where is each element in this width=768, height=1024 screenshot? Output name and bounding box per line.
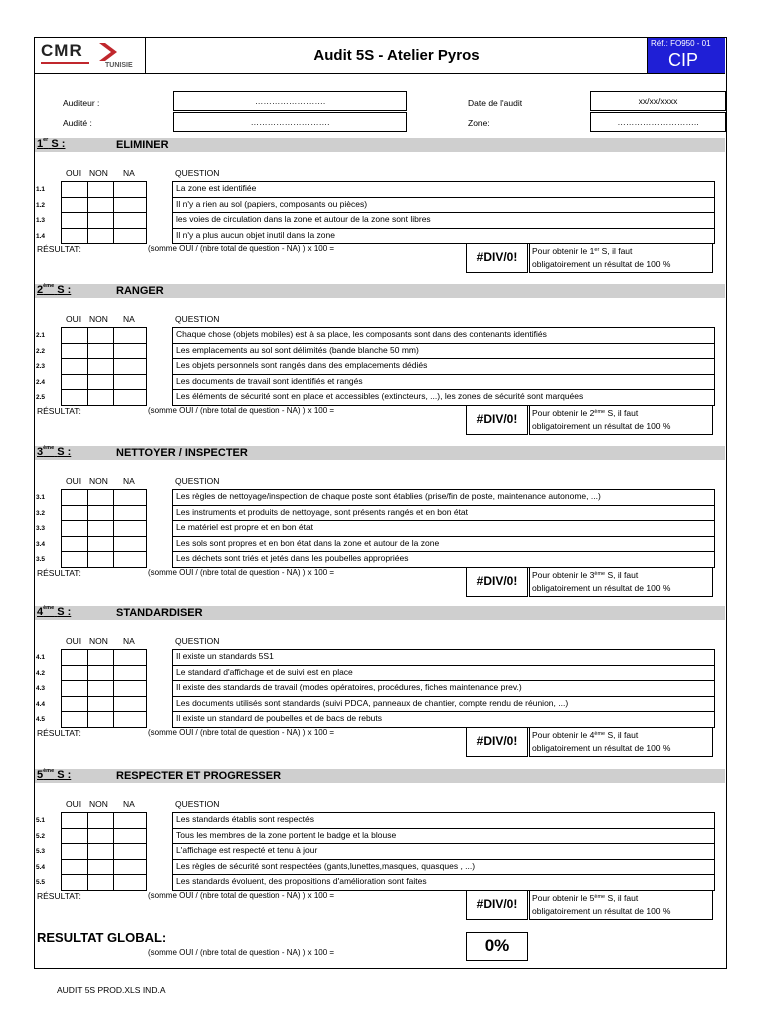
logo-underline bbox=[41, 62, 89, 64]
question-text: Les documents de travail sont identifiés et rangés bbox=[172, 374, 715, 390]
checkbox-non[interactable] bbox=[87, 551, 114, 568]
checkbox-non[interactable] bbox=[87, 212, 114, 228]
checkbox-non[interactable] bbox=[87, 327, 114, 343]
checkbox-non[interactable] bbox=[87, 711, 114, 728]
result-requirement-note: Pour obtenir le 5ème S, il faut obligatoirement un résultat de 100 % bbox=[529, 890, 713, 920]
section-title: STANDARDISER bbox=[116, 607, 203, 619]
checkbox-non[interactable] bbox=[87, 389, 114, 406]
question-text: Les règles de nettoyage/inspection de chaque poste sont établies (prise/fin de poste, maintenance autonome, ...) bbox=[172, 489, 715, 505]
question-text: Les emplacements au sol sont délimités (bande blanche 50 mm) bbox=[172, 343, 715, 359]
checkbox-na[interactable] bbox=[113, 649, 147, 665]
question-number: 1.3 bbox=[36, 217, 46, 225]
auditeur-label: Auditeur : bbox=[63, 98, 100, 108]
checkbox-na[interactable] bbox=[113, 536, 147, 552]
checkbox-oui[interactable] bbox=[61, 536, 88, 552]
result-value: #DIV/0! bbox=[466, 405, 528, 435]
question-text: La zone est identifiée bbox=[172, 181, 715, 197]
question-number: 2.1 bbox=[36, 332, 46, 339]
col-oui: OUI bbox=[66, 476, 82, 486]
result-requirement-note: Pour obtenir le 3ème S, il faut obligatoirement un résultat de 100 % bbox=[529, 567, 713, 597]
checkbox-na[interactable] bbox=[113, 711, 147, 728]
question-number: 2.2 bbox=[36, 347, 46, 355]
checkbox-non[interactable] bbox=[87, 859, 114, 875]
section-number: 4ème S : bbox=[37, 605, 72, 618]
checkbox-non[interactable] bbox=[87, 536, 114, 552]
result-requirement-note: Pour obtenir le 1er S, il faut obligatoirement un résultat de 100 % bbox=[529, 243, 713, 273]
date-field[interactable]: xx/xx/xxxx bbox=[590, 91, 726, 111]
checkbox-na[interactable] bbox=[113, 228, 147, 245]
section-number: 2ème S : bbox=[37, 283, 72, 296]
audit-form bbox=[34, 37, 727, 969]
section-header bbox=[35, 769, 725, 783]
result-value: #DIV/0! bbox=[466, 727, 528, 757]
checkbox-oui[interactable] bbox=[61, 680, 88, 696]
checkbox-non[interactable] bbox=[87, 665, 114, 681]
checkbox-non[interactable] bbox=[87, 197, 114, 213]
col-question: QUESTION bbox=[175, 314, 220, 324]
checkbox-oui[interactable] bbox=[61, 212, 88, 228]
checkbox-non[interactable] bbox=[87, 696, 114, 712]
checkbox-non[interactable] bbox=[87, 520, 114, 536]
checkbox-non[interactable] bbox=[87, 874, 114, 891]
result-label: RÉSULTAT: bbox=[37, 568, 81, 578]
question-number: 5.5 bbox=[36, 879, 46, 887]
checkbox-na[interactable] bbox=[113, 505, 147, 521]
checkbox-non[interactable] bbox=[87, 812, 114, 828]
audite-label: Audité : bbox=[63, 118, 92, 128]
col-na: NA bbox=[123, 314, 135, 324]
question-text: Tous les membres de la zone portent le badge et la blouse bbox=[172, 828, 715, 844]
checkbox-non[interactable] bbox=[87, 228, 114, 245]
checkbox-non[interactable] bbox=[87, 489, 114, 505]
auditeur-field[interactable]: ……………………. bbox=[173, 91, 407, 111]
audite-field[interactable]: ………………………. bbox=[173, 112, 407, 132]
question-number: 5.4 bbox=[36, 863, 46, 871]
title-cell bbox=[146, 38, 647, 74]
col-question: QUESTION bbox=[175, 168, 220, 178]
section-title: NETTOYER / INSPECTER bbox=[116, 447, 248, 459]
checkbox-non[interactable] bbox=[87, 843, 114, 859]
question-number: 1.4 bbox=[36, 232, 46, 240]
checkbox-oui[interactable] bbox=[61, 649, 88, 665]
question-number: 4.2 bbox=[36, 669, 46, 677]
question-number: 2.3 bbox=[36, 363, 46, 371]
checkbox-oui[interactable] bbox=[61, 358, 88, 374]
checkbox-oui[interactable] bbox=[61, 859, 88, 875]
checkbox-na[interactable] bbox=[113, 489, 147, 505]
col-non: NON bbox=[89, 636, 108, 646]
question-text: Il existe un standard de poubelles et de bacs de rebuts bbox=[172, 711, 715, 728]
question-text: Il n'y a rien au sol (papiers, composants ou pièces) bbox=[172, 197, 715, 213]
checkbox-na[interactable] bbox=[113, 374, 147, 390]
checkbox-oui[interactable] bbox=[61, 197, 88, 213]
checkbox-non[interactable] bbox=[87, 505, 114, 521]
question-number: 5.1 bbox=[36, 817, 46, 824]
logo-text: CMR bbox=[41, 41, 83, 60]
section-header bbox=[35, 446, 725, 460]
result-requirement-note: Pour obtenir le 2ème S, il faut obligatoirement un résultat de 100 % bbox=[529, 405, 713, 435]
question-number: 3.5 bbox=[36, 556, 46, 564]
question-text: Les instruments et produits de nettoyage, sont présents rangés et en bon état bbox=[172, 505, 715, 521]
question-text: Les règles de sécurité sont respectées (gants,lunettes,masques, quasques , ...) bbox=[172, 859, 715, 875]
question-number: 3.4 bbox=[36, 540, 46, 548]
col-oui: OUI bbox=[66, 168, 82, 178]
checkbox-non[interactable] bbox=[87, 828, 114, 844]
checkbox-oui[interactable] bbox=[61, 181, 88, 197]
question-text: Il n'y a plus aucun objet inutil dans la zone bbox=[172, 228, 715, 245]
checkbox-oui[interactable] bbox=[61, 711, 88, 728]
question-number: 2.4 bbox=[36, 378, 46, 386]
global-result-value: 0% bbox=[466, 932, 528, 961]
section-number: 1er S : bbox=[37, 137, 66, 150]
date-label: Date de l'audit bbox=[468, 98, 523, 108]
result-formula: (somme OUI / (nbre total de question - NA) ) x 100 = bbox=[148, 728, 335, 737]
question-number: 2.5 bbox=[36, 394, 46, 402]
checkbox-oui[interactable] bbox=[61, 874, 88, 891]
question-number: 4.4 bbox=[36, 700, 46, 708]
checkbox-na[interactable] bbox=[113, 181, 147, 197]
checkbox-oui[interactable] bbox=[61, 374, 88, 390]
checkbox-na[interactable] bbox=[113, 680, 147, 696]
checkbox-na[interactable] bbox=[113, 343, 147, 359]
col-oui: OUI bbox=[66, 314, 82, 324]
question-text: Chaque chose (objets mobiles) est à sa place, les composants sont dans des contenants identifiés bbox=[172, 327, 715, 343]
question-text: Le standard d'affichage et de suivi est en place bbox=[172, 665, 715, 681]
checkbox-na[interactable] bbox=[113, 812, 147, 828]
global-result-label: RESULTAT GLOBAL: bbox=[37, 930, 167, 945]
checkbox-non[interactable] bbox=[87, 680, 114, 696]
checkbox-oui[interactable] bbox=[61, 665, 88, 681]
col-oui: OUI bbox=[66, 636, 82, 646]
reference-cell bbox=[647, 38, 725, 74]
col-na: NA bbox=[123, 476, 135, 486]
question-text: Les sols sont propres et en bon état dans la zone et autour de la zone bbox=[172, 536, 715, 552]
question-text: Les éléments de sécurité sont en place et accessibles (extincteurs, ...), les zones de sécurité sont marquées bbox=[172, 389, 715, 406]
result-formula: (somme OUI / (nbre total de question - NA) ) x 100 = bbox=[148, 891, 335, 900]
checkbox-na[interactable] bbox=[113, 520, 147, 536]
result-formula: (somme OUI / (nbre total de question - NA) ) x 100 = bbox=[148, 406, 335, 415]
col-question: QUESTION bbox=[175, 636, 220, 646]
checkbox-non[interactable] bbox=[87, 374, 114, 390]
checkbox-na[interactable] bbox=[113, 551, 147, 568]
section-title: RANGER bbox=[116, 285, 164, 297]
checkbox-oui[interactable] bbox=[61, 696, 88, 712]
result-requirement-note: Pour obtenir le 4ème S, il faut obligatoirement un résultat de 100 % bbox=[529, 727, 713, 757]
col-non: NON bbox=[89, 314, 108, 324]
result-value: #DIV/0! bbox=[466, 890, 528, 920]
logo-subtitle: TUNISIE bbox=[105, 62, 133, 69]
checkbox-non[interactable] bbox=[87, 181, 114, 197]
col-na: NA bbox=[123, 799, 135, 809]
question-text: Les objets personnels sont rangés dans des emplacements dédiés bbox=[172, 358, 715, 374]
footer-filename: AUDIT 5S PROD.XLS IND.A bbox=[57, 985, 166, 995]
result-label: RÉSULTAT: bbox=[37, 728, 81, 738]
question-number: 3.1 bbox=[36, 494, 46, 501]
checkbox-non[interactable] bbox=[87, 358, 114, 374]
question-text: Il existe des standards de travail (modes opératoires, procédures, fiches maintenance prev.) bbox=[172, 680, 715, 696]
col-na: NA bbox=[123, 168, 135, 178]
col-non: NON bbox=[89, 799, 108, 809]
result-label: RÉSULTAT: bbox=[37, 244, 81, 255]
section-number: 3ème S : bbox=[37, 445, 72, 458]
section-header bbox=[35, 284, 725, 298]
checkbox-non[interactable] bbox=[87, 343, 114, 359]
col-non: NON bbox=[89, 476, 108, 486]
col-oui: OUI bbox=[66, 799, 82, 809]
checkbox-non[interactable] bbox=[87, 649, 114, 665]
logo-chevron-icon bbox=[97, 42, 121, 62]
checkbox-na[interactable] bbox=[113, 843, 147, 859]
organization-code: CIP bbox=[668, 50, 699, 70]
col-question: QUESTION bbox=[175, 476, 220, 486]
question-number: 5.2 bbox=[36, 832, 46, 840]
section-header bbox=[35, 606, 725, 620]
checkbox-oui[interactable] bbox=[61, 343, 88, 359]
checkbox-na[interactable] bbox=[113, 197, 147, 213]
page-title: Audit 5S - Atelier Pyros bbox=[313, 47, 480, 64]
question-text: Le matériel est propre et en bon état bbox=[172, 520, 715, 536]
question-text: Les déchets sont triés et jetés dans les poubelles appropriées bbox=[172, 551, 715, 568]
checkbox-na[interactable] bbox=[113, 874, 147, 891]
question-text: Il existe un standards 5S1 bbox=[172, 649, 715, 665]
logo-cell bbox=[35, 38, 146, 74]
checkbox-na[interactable] bbox=[113, 358, 147, 374]
section-title: RESPECTER ET PROGRESSER bbox=[116, 770, 282, 782]
checkbox-oui[interactable] bbox=[61, 327, 88, 343]
col-na: NA bbox=[123, 636, 135, 646]
question-text: Les standards évoluent, des propositions d'amélioration sont faites bbox=[172, 874, 715, 891]
global-formula: (somme OUI / (nbre total de question - NA) ) x 100 = bbox=[148, 948, 335, 957]
col-question: QUESTION bbox=[175, 799, 220, 809]
checkbox-na[interactable] bbox=[113, 389, 147, 406]
checkbox-oui[interactable] bbox=[61, 843, 88, 859]
col-non: NON bbox=[89, 168, 108, 178]
question-number: 1.1 bbox=[36, 186, 46, 193]
checkbox-na[interactable] bbox=[113, 696, 147, 712]
checkbox-oui[interactable] bbox=[61, 228, 88, 245]
result-label: RÉSULTAT: bbox=[37, 406, 81, 416]
result-label: RÉSULTAT: bbox=[37, 891, 81, 901]
checkbox-oui[interactable] bbox=[61, 551, 88, 568]
question-number: 4.5 bbox=[36, 716, 46, 724]
section-header bbox=[35, 138, 725, 152]
question-number: 5.3 bbox=[36, 848, 46, 856]
checkbox-oui[interactable] bbox=[61, 520, 88, 536]
checkbox-na[interactable] bbox=[113, 859, 147, 875]
question-text: Les standards établis sont respectés bbox=[172, 812, 715, 828]
checkbox-oui[interactable] bbox=[61, 505, 88, 521]
question-text: Les documents utilisés sont standards (suivi PDCA, panneaux de chantier, compte rendu de réunion, ...) bbox=[172, 696, 715, 712]
checkbox-na[interactable] bbox=[113, 665, 147, 681]
question-number: 3.3 bbox=[36, 525, 46, 533]
section-number: 5ème S : bbox=[37, 768, 72, 781]
question-text: les voies de circulation dans la zone et autour de la zone sont libres bbox=[172, 212, 715, 228]
question-text: L'affichage est respecté et tenu à jour bbox=[172, 843, 715, 859]
checkbox-na[interactable] bbox=[113, 212, 147, 228]
result-formula: (somme OUI / (nbre total de question - NA) ) x 100 = bbox=[148, 568, 335, 577]
checkbox-na[interactable] bbox=[113, 828, 147, 844]
section-title: ELIMINER bbox=[116, 139, 169, 151]
question-number: 4.1 bbox=[36, 654, 46, 661]
zone-label: Zone: bbox=[468, 118, 490, 128]
result-formula: (somme OUI / (nbre total de question - NA) ) x 100 = bbox=[148, 244, 335, 254]
checkbox-oui[interactable] bbox=[61, 489, 88, 505]
checkbox-oui[interactable] bbox=[61, 828, 88, 844]
question-number: 3.2 bbox=[36, 509, 46, 517]
result-value: #DIV/0! bbox=[466, 243, 528, 273]
checkbox-na[interactable] bbox=[113, 327, 147, 343]
result-value: #DIV/0! bbox=[466, 567, 528, 597]
question-number: 1.2 bbox=[36, 201, 46, 209]
question-number: 4.3 bbox=[36, 685, 46, 693]
zone-field[interactable]: ……………………….. bbox=[590, 112, 726, 132]
checkbox-oui[interactable] bbox=[61, 389, 88, 406]
checkbox-oui[interactable] bbox=[61, 812, 88, 828]
reference-code: Réf.: FO950 - 01 bbox=[651, 39, 711, 48]
